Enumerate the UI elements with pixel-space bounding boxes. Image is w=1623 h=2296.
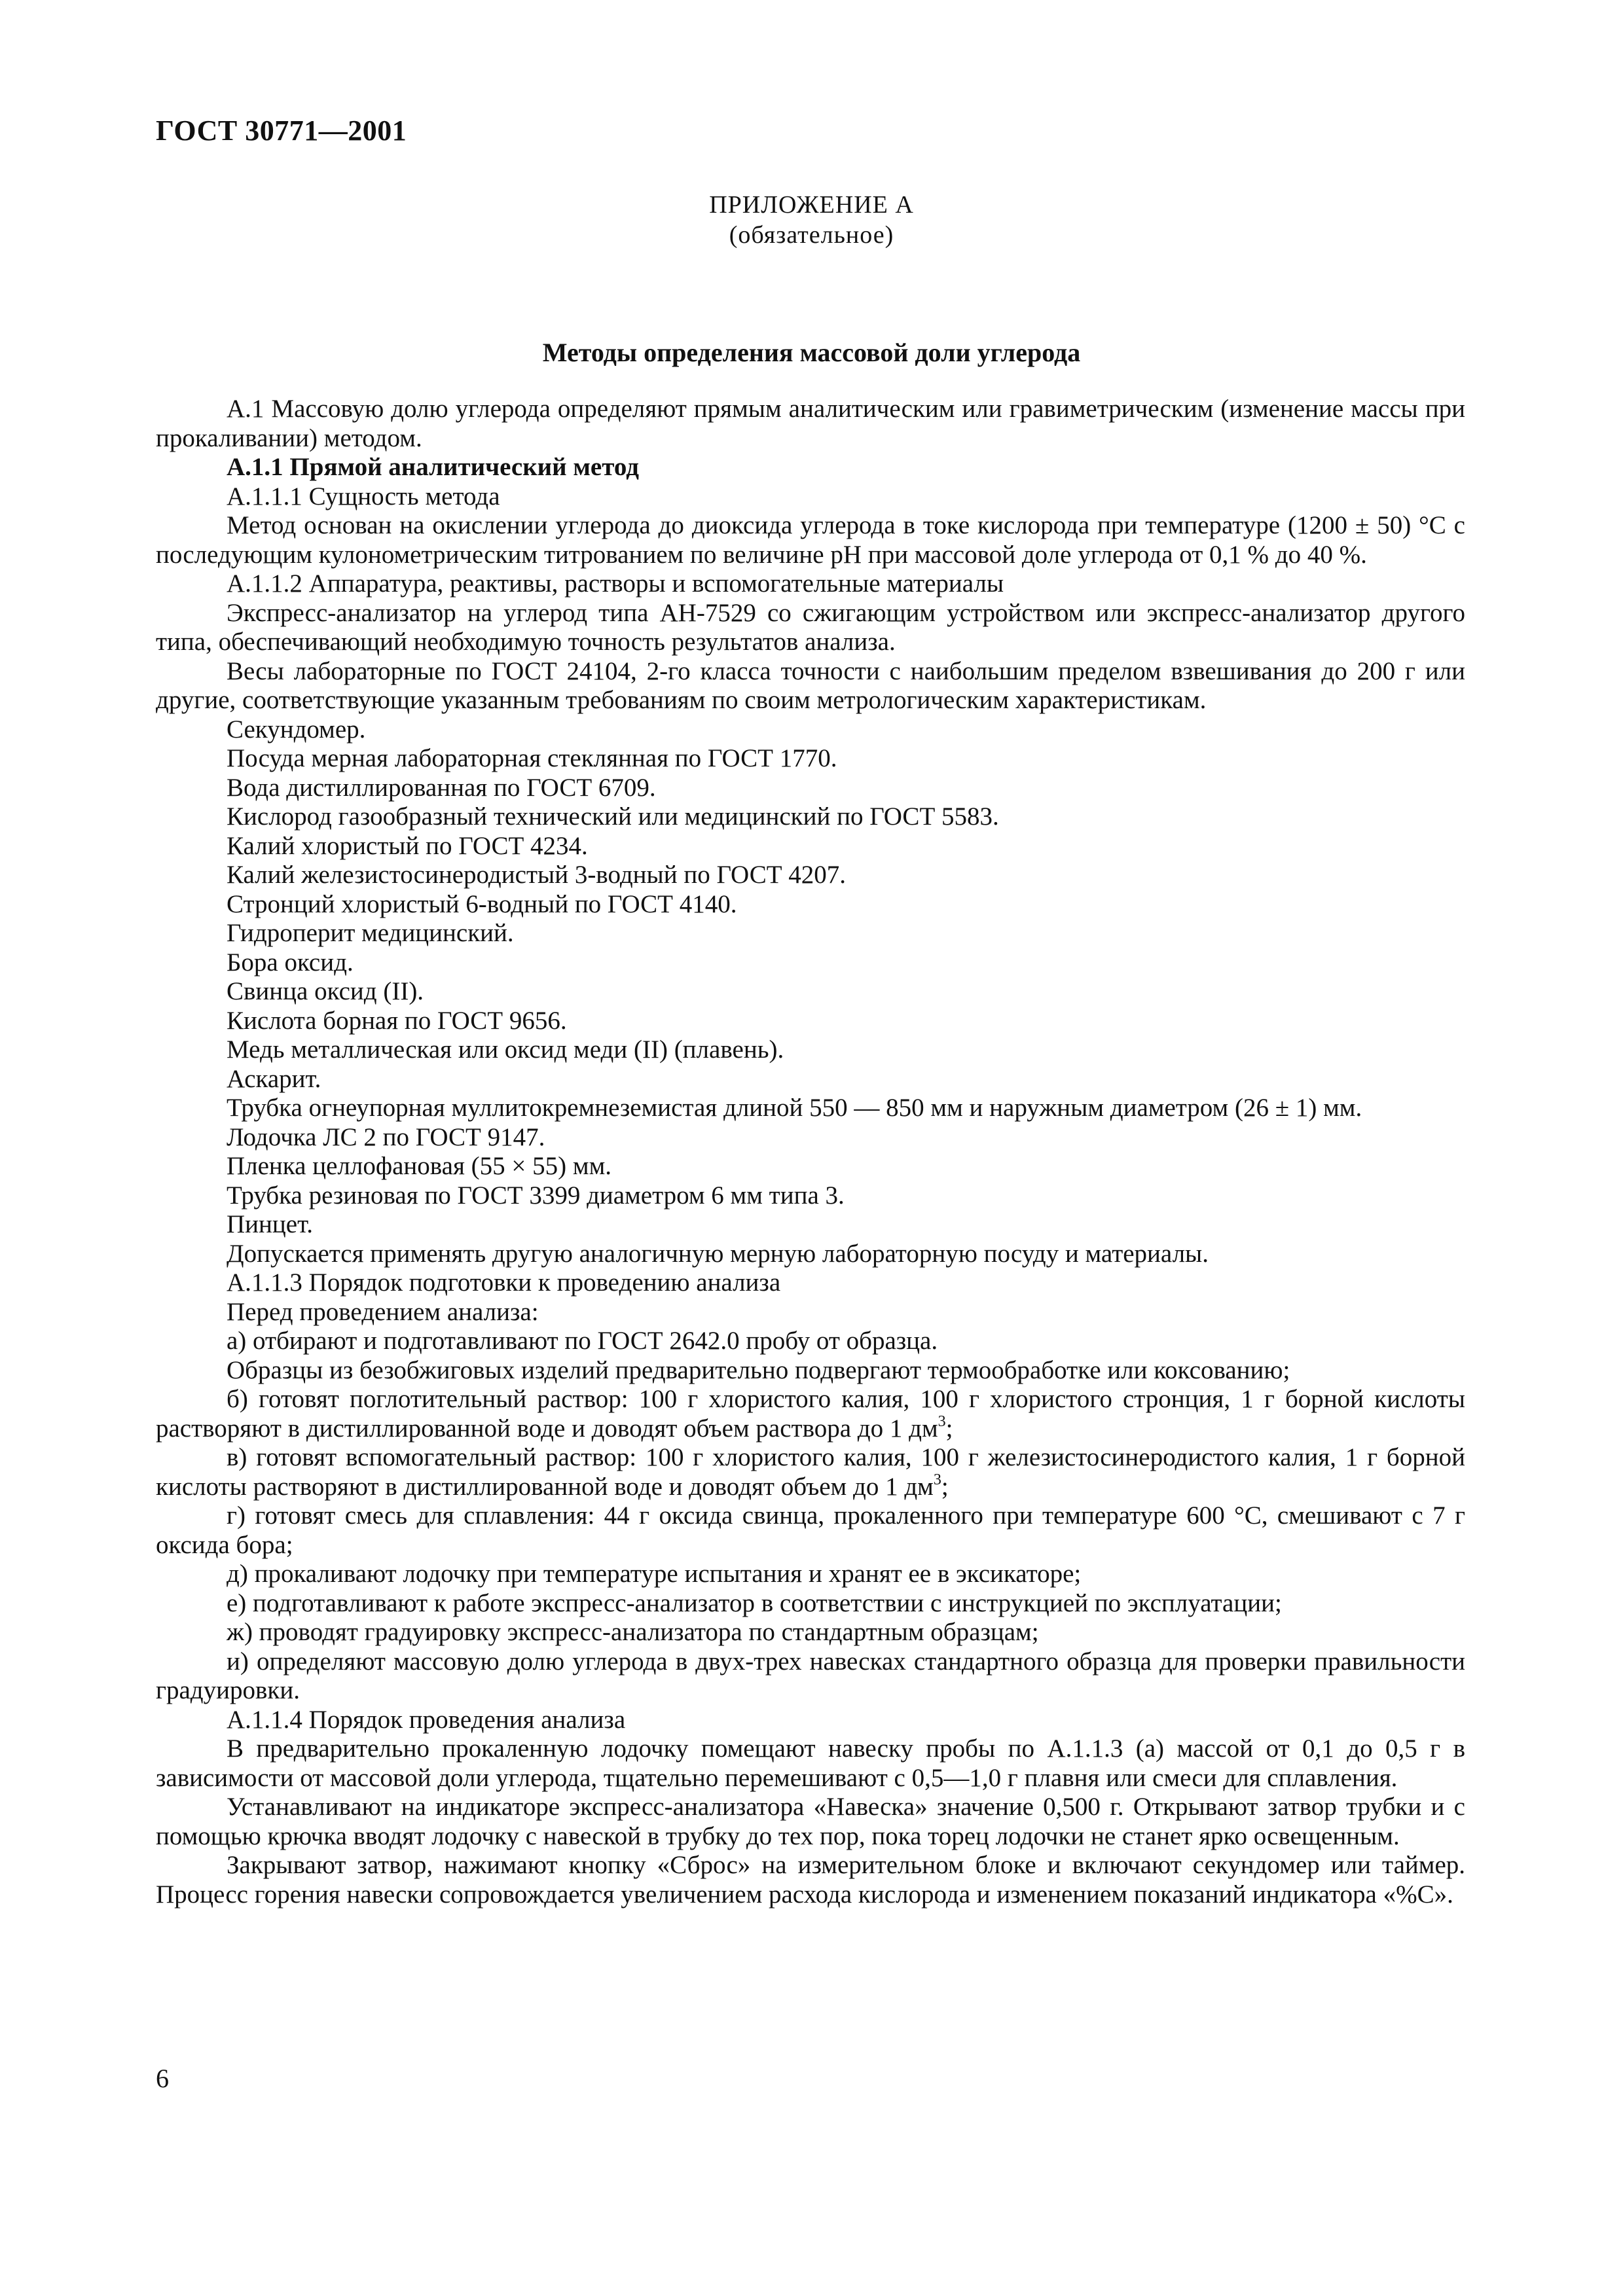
paragraph-text: Калий железистосинеродистый 3-водный по ГОСТ 4207. [227, 861, 847, 889]
paragraph [156, 511, 1465, 569]
section-title: Методы определения массовой доли углерода [542, 338, 1081, 367]
paragraph [156, 1240, 1465, 1269]
paragraph [156, 1851, 1465, 1909]
paragraph-text: а) отбирают и подготавливают по ГОСТ 2642.0 пробу от образца. [227, 1327, 938, 1355]
paragraph-text: Трубка огнеупорная муллитокремнеземистая длиной 550 — 850 мм и наружным диаметром (26 ± 1) мм. [227, 1094, 1362, 1122]
paragraph [156, 569, 1465, 599]
paragraph-text: Гидроперит медицинский. [227, 919, 514, 947]
paragraph-text: Трубка резиновая по ГОСТ 3399 диаметром 6 мм типа 3. [227, 1181, 845, 1210]
paragraph-text: А.1.1.3 Порядок подготовки к проведению анализа [227, 1268, 781, 1297]
paragraph-text: Закрывают затвор, нажимают кнопку «Сброс» на измерительном блоке и включают секундомер или таймер. Процесс горения навески сопровождается увеличением расхода кислорода и изменением показаний индикатора «%С». [156, 1851, 1465, 1909]
paragraph-text: Лодочка ЛС 2 по ГОСТ 9147. [227, 1122, 545, 1151]
superscript: 3 [933, 1471, 941, 1488]
paragraph [156, 977, 1465, 1007]
paragraph-text: А.1.1.2 Аппаратура, реактивы, растворы и вспомогательные материалы [227, 569, 1004, 598]
paragraph [156, 657, 1465, 715]
paragraph [156, 1327, 1465, 1356]
paragraph-text: Кислород газообразный технический или медицинский по ГОСТ 5583. [227, 802, 999, 831]
paragraph-text: Устанавливают на индикаторе экспресс-анализатора «Навеска» значение 0,500 г. Открывают затвор трубки и с помощью крючка вводят лодочку с навеской в трубку до тех пор, пока торец лодочки не станет ярко освещенным. [156, 1793, 1465, 1850]
paragraph [156, 395, 1465, 453]
paragraph-text: Бора оксид. [227, 948, 354, 977]
paragraph [156, 1647, 1465, 1706]
paragraph [156, 453, 1465, 482]
paragraph-text: Перед проведением анализа: [227, 1297, 539, 1326]
paragraph-text: Свинца оксид (II). [227, 977, 424, 1005]
paragraph-text: Аскарит. [227, 1064, 321, 1093]
paragraph [156, 1589, 1465, 1619]
paragraph [156, 1181, 1465, 1211]
paragraph-text: г) готовят смесь для сплавления: 44 г оксида свинца, прокаленного при температуре 600 °С, смешивают с 7 г оксида бора; [156, 1501, 1465, 1559]
paragraph [156, 802, 1465, 832]
paragraph [156, 948, 1465, 978]
paragraph [156, 832, 1465, 861]
paragraph-text: А.1.1.4 Порядок проведения анализа [227, 1705, 626, 1734]
paragraph [156, 1385, 1465, 1443]
paragraph-text: Стронций хлористый 6-водный по ГОСТ 4140. [227, 889, 737, 918]
paragraph [156, 1035, 1465, 1065]
paragraph [156, 919, 1465, 948]
paragraph-text: и) определяют массовую долю углерода в двух-трех навесках стандартного образца для проверки правильности градуировки. [156, 1647, 1465, 1704]
body-text [156, 395, 1465, 1909]
paragraph [156, 1443, 1465, 1501]
paragraph [156, 744, 1465, 774]
paragraph [156, 1298, 1465, 1327]
paragraph-text: Пинцет. [227, 1210, 313, 1238]
paragraph-tail: ; [941, 1472, 949, 1501]
paragraph-text: д) прокаливают лодочку при температуре испытания и хранят ее в эксикаторе; [227, 1560, 1082, 1588]
document-code: ГОСТ 30771—2001 [156, 115, 407, 147]
paragraph-text: А.1.1 Прямой аналитический метод [227, 453, 639, 481]
paragraph-text: ж) проводят градуировку экспресс-анализатора по стандартным образцам; [227, 1618, 1039, 1646]
paragraph [156, 1501, 1465, 1560]
paragraph [156, 861, 1465, 890]
appendix-heading [0, 190, 1623, 250]
appendix-title: ПРИЛОЖЕНИЕ А [709, 191, 914, 219]
paragraph [156, 1065, 1465, 1094]
paragraph [156, 1560, 1465, 1589]
paragraph-text: А.1.1.1 Сущность метода [227, 482, 500, 511]
paragraph [156, 1094, 1465, 1123]
paragraph-text: Образцы из безобжиговых изделий предварительно подвергают термообработке или коксованию; [227, 1355, 1290, 1384]
paragraph-text: В предварительно прокаленную лодочку помещают навеску пробы по А.1.1.3 (а) массой от 0,1 до 0,5 г в зависимости от массовой доли углерода, тщательно перемешивают с 0,5—1,0 г плавня или смеси для сплавления. [156, 1734, 1465, 1792]
paragraph-text: б) готовят поглотительный раствор: 100 г хлористого калия, 100 г хлористого стронция, 1 г борной кислоты растворяют в дистиллированной воде и доводят объем раствора до 1 дм [156, 1385, 1465, 1443]
paragraph-text: Метод основан на окислении углерода до диоксида углерода в токе кислорода при температуре (1200 ± 50) °С с последующим кулонометрическим титрованием по величине pH при массовой доле углерода от 0,1 % до 40 %. [156, 511, 1465, 569]
paragraph [156, 1123, 1465, 1153]
paragraph-tail: ; [945, 1414, 953, 1443]
paragraph [156, 1210, 1465, 1240]
paragraph-text: Допускается применять другую аналогичную мерную лабораторную посуду и материалы. [227, 1239, 1209, 1268]
appendix-subtitle: (обязательное) [729, 221, 894, 249]
paragraph-text: Весы лабораторные по ГОСТ 24104, 2-го класса точности с наибольшим пределом взвешивания до 200 г или другие, соответствующие указанным требованиям по своим метрологическим характеристикам. [156, 656, 1465, 714]
paragraph [156, 1706, 1465, 1735]
paragraph-text: Вода дистиллированная по ГОСТ 6709. [227, 773, 656, 802]
paragraph [156, 1356, 1465, 1386]
paragraph [156, 1793, 1465, 1851]
paragraph-text: Кислота борная по ГОСТ 9656. [227, 1006, 567, 1035]
paragraph [156, 482, 1465, 512]
paragraph-text: е) подготавливают к работе экспресс-анализатор в соответствии с инструкцией по эксплуатации; [227, 1588, 1282, 1617]
paragraph-text: Медь металлическая или оксид меди (II) (плавень). [227, 1035, 784, 1064]
paragraph-text: Калий хлористый по ГОСТ 4234. [227, 831, 588, 860]
paragraph [156, 890, 1465, 920]
paragraph [156, 774, 1465, 803]
paragraph-text: Секундомер. [227, 715, 366, 744]
paragraph [156, 1007, 1465, 1036]
paragraph [156, 1268, 1465, 1298]
page-number: 6 [156, 2064, 169, 2093]
paragraph-text: Пленка целлофановая (55 × 55) мм. [227, 1152, 612, 1180]
paragraph [156, 715, 1465, 745]
paragraph-text: Экспресс-анализатор на углерод типа АН-7529 со сжигающим устройством или экспресс-анализатор другого типа, обеспечивающий необходимую точность результатов анализа. [156, 598, 1465, 656]
paragraph [156, 1618, 1465, 1647]
paragraph-text: Посуда мерная лабораторная стеклянная по ГОСТ 1770. [227, 744, 837, 772]
paragraph [156, 1734, 1465, 1793]
paragraph [156, 599, 1465, 657]
superscript: 3 [938, 1412, 946, 1430]
paragraph-text: в) готовят вспомогательный раствор: 100 г хлористого калия, 100 г железистосинеродистого калия, 1 г борной кислоты растворяют в дистиллированной воде и доводят объем до 1 дм [156, 1443, 1465, 1501]
paragraph-text: А.1 Массовую долю углерода определяют прямым аналитическим или гравиметрическим (изменение массы при прокаливании) методом. [156, 395, 1465, 452]
paragraph [156, 1152, 1465, 1181]
